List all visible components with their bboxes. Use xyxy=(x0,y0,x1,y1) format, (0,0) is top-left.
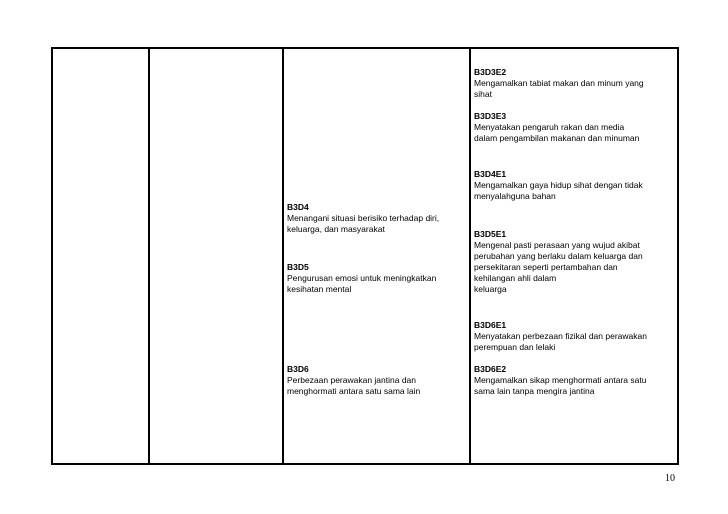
content-standard-cell xyxy=(283,48,470,464)
outcome-text: Mengamalkan tabiat makan dan minum yang sihat xyxy=(474,78,644,99)
standard-b3d6 xyxy=(287,364,466,397)
outcome-b3d3e3 xyxy=(474,111,674,144)
outcome-b3d3e2 xyxy=(474,67,674,100)
outcome-code: B3D6E1 xyxy=(474,320,507,330)
outcome-b3d6e1 xyxy=(474,320,674,353)
page-number: 10 xyxy=(665,473,675,484)
outcome-code: B3D5E1 xyxy=(474,229,507,239)
standard-code: B3D6 xyxy=(287,364,309,374)
outcome-code: B3D6E2 xyxy=(474,364,507,374)
outcome-b3d6e2 xyxy=(474,364,674,397)
outcome-b3d4e1 xyxy=(474,169,674,202)
standard-code: B3D4 xyxy=(287,202,309,212)
outcome-text: Mengamalkan gaya hidup sihat dengan tidak menyalahguna bahan xyxy=(474,180,643,201)
outcome-code: B3D3E3 xyxy=(474,111,507,121)
standard-text: Menangani situasi berisiko terhadap diri, keluarga, dan masyarakat xyxy=(287,213,440,234)
curriculum-table xyxy=(51,47,679,465)
outcome-code: B3D4E1 xyxy=(474,169,507,179)
outcome-text: Menyatakan pengaruh rakan dan media dalam pengambilan makanan dan minuman xyxy=(474,122,640,143)
standard-text: Perbezaan perawakan jantina dan menghormati antara satu sama lain xyxy=(287,375,421,396)
outcome-text: Menyatakan perbezaan fizikal dan perawakan perempuan dan lelaki xyxy=(474,331,647,352)
standard-b3d5 xyxy=(287,262,466,295)
table-row xyxy=(52,48,678,464)
column-2-cell xyxy=(149,48,283,464)
standard-code: B3D5 xyxy=(287,262,309,272)
outcome-text: Mengamalkan sikap menghormati antara satu sama lain tanpa mengira jantina xyxy=(474,375,647,396)
column-1-cell xyxy=(52,48,149,464)
learning-standard-cell xyxy=(470,48,678,464)
outcome-code: B3D3E2 xyxy=(474,67,507,77)
outcome-b3d5e1 xyxy=(474,229,674,295)
standard-text: Pengurusan emosi untuk meningkatkan kesihatan mental xyxy=(287,273,437,294)
standard-b3d4 xyxy=(287,202,466,235)
outcome-text: Mengenal pasti perasaan yang wujud akibat perubahan yang berlaku dalam keluarga dan persekitaran seperti pertambahan dan kehilangan ahli dalam keluarga xyxy=(474,240,643,294)
